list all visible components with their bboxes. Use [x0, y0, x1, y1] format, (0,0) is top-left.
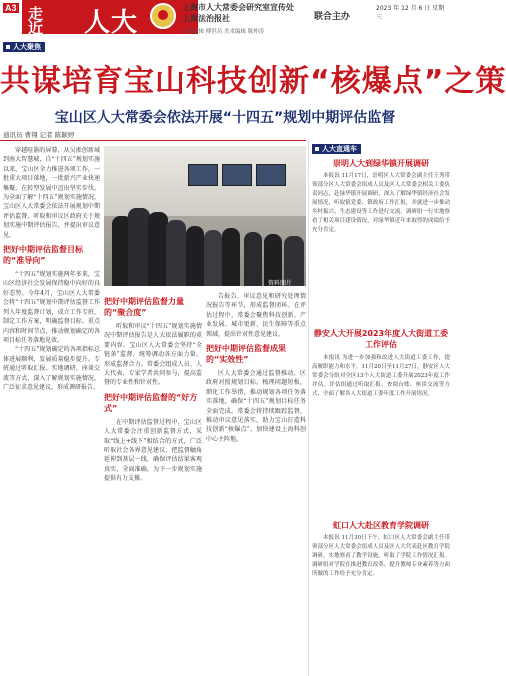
news-briefs-column [312, 140, 450, 676]
brand-title: 人大 [84, 8, 139, 38]
news-photo [104, 146, 306, 286]
brief-headline: 静安人大开展2023年度人大街道工委工作评估 [313, 329, 449, 349]
brief-headline: 虹口人大赴区教育学院调研 [333, 521, 429, 530]
article-column-2 [104, 292, 202, 676]
paragraph: 在中期评估监督过程中，宝山区人大常委会注重创新监督方式，采取“线上+线下”相结合的方式，广泛听取社会各界意见建议，把监督触角延伸到基层一线，确保评估结果客观真实、全面准确，为下一步规划实施提供有力支撑。 [104, 418, 202, 483]
organizer-lines: 上海市人大常委会研究室宣传处 上海法治报社 [182, 3, 294, 23]
headline: 共谋培育宝山科技创新“核爆点”之策 [0, 64, 506, 99]
paragraph: 区人大常委会通过监督推动，区政府对照规划目标，梳理问题短板，细化工作举措，推动规划各项任务落实落地，确保“十四五”规划目标任务全面完成。常委会将持续跟踪监督，推动审议意见落实，助力宝山打造科技创新“核爆点”，加快建设上海科创中心主阵地。 [206, 370, 306, 443]
joint-label: 联合主办 [314, 12, 351, 22]
brief-body: 本报讯 为进一步加强和改进人大街道工委工作，提高履职能力和水平，11月20日至11月27日，静安区人大常委会分组对全区13个人大街道工委开展2023年度工作评估。评估组通过听取汇报、查阅台账、座谈交流等方式，全面了解各人大街道工委年度工作开展情况。 [312, 355, 450, 397]
paragraph: 穿越喧嚣的屏幕，从吴淞创新城到南大智慧城，自“十四五”规划实施以来，宝山区全力推进各项工作，一批重大项目落地，一批新兴产业快速集聚，在转型发展中迈出坚实步伐。为全面了解“十四五”规划实施情况，宝山区人大常委会依法开展规划中期评估监督，听取和审议区政府关于规划实施中期评估报告，并提出审议意见。 [3, 147, 100, 239]
article-column-3 [206, 292, 306, 676]
brand-char-2: 近 [28, 19, 44, 37]
masthead [0, 0, 450, 38]
brief-headline: 崇明人大到绿华镇开展调研 [333, 159, 429, 168]
subheadline: 宝山区人大常委会依法开展“十四五”规划中期评估监督 [54, 110, 396, 126]
brief-body: 本报讯 11月30日下午，虹口区人大常委会副主任带领部分区人大常委会组成人员及区人大代表赴区教育学院调研，实地察看了教学设施，听取了学院工作情况汇报。调研组对学院在推进教育改革、提升教师专业素养等方面所做的工作给予充分肯定。 [312, 535, 450, 577]
subheading: 把好中期评估监督的“好方式” [104, 392, 198, 413]
subheading: 把好中期评估监督目标的“准导向” [3, 245, 83, 266]
brand-char-1: 走 [28, 5, 44, 23]
photo-credit: 资料图片 [268, 280, 293, 287]
paragraph: “十四五”规划确定的各项指标总体进展顺利，发展质量稳步提升。专班通过听取汇报、实地调研、座谈交流等方式，深入了解规划实施情况，广泛征求意见建议，形成调研报告。 [3, 346, 100, 391]
page-number: A3 [5, 3, 17, 13]
editors-line: 责任编辑 傅世昌 美术编辑 陈仲涛 [182, 29, 265, 35]
article-column-1 [3, 146, 100, 676]
paragraph: 告报告、审议意见和研究处理情况报告等环节，形成监督闭环。在评估过程中，常委会聚焦科技创新、产业发展、城市更新、民生保障等重点领域，提出针对性意见建议。 [206, 293, 306, 338]
byline: 通讯员 曹翔 记者 陈颖婷 [3, 131, 75, 139]
subheading: 把好中期评估监督力量的“聚合度” [104, 297, 184, 317]
column-divider [308, 140, 309, 676]
issue-date: 2023 年 12 月 6 日 星期三 [376, 5, 445, 21]
paragraph: 听取和审议“十四五”规划实施情况中期评估报告是人大依法履职的重要内容。宝山区人大常委会坚持“全链条”监督，统筹调动各方面力量，形成监督合力。常委会组成人员、人大代表、专家学者共同参与，提高监督的专业性和针对性。 [104, 323, 202, 387]
subheading: 把好中期评估监督成果的“实效性” [206, 344, 286, 365]
section-label: 人大聚焦 [3, 42, 45, 52]
paragraph: “十四五”规划实施两年多来，宝山区经济社会发展保持稳中向好的良好态势。今年4月，宝山区人大常委会将“十四五”规划中期评估监督工作列入年度监督计划，成立工作专班，制定工作方案，明确监督目标、重点内容和时间节点，推动规划确定的各项目标任务落地见效。 [3, 271, 100, 344]
divider [0, 140, 306, 141]
briefs-section-label: 人大直通车 [312, 144, 361, 154]
brief-body: 本报讯 11月17日，崇明区人大常委会副主任王秀带领部分区人大常委会组成人员及区人大常委会相关工委负责同志，赴绿华镇开展调研，深入了解绿华镇经济社会发展情况，听取镇党委、镇政府工作汇报，并就进一步推动乡村振兴、生态建设等工作进行交流。调研组一行实地察看了相关项目建设情况，对绿华镇近年来取得的成绩给予充分肯定。 [312, 173, 450, 233]
national-emblem-icon [150, 3, 176, 29]
